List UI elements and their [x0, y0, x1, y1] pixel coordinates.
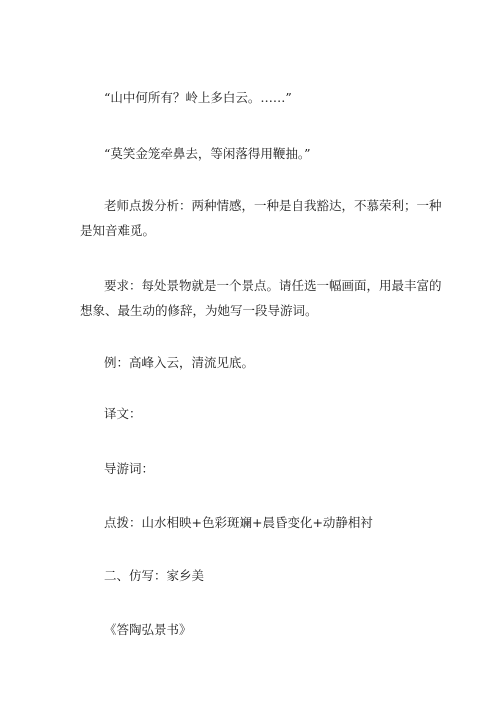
quote-line-1: “山中何所有？岭上多白云。……” [104, 90, 292, 105]
translation-label: 译文： [104, 406, 142, 421]
teacher-analysis-line-2: 是知音难觅。 [80, 223, 156, 238]
section-heading: 二、仿写：家乡美 [104, 568, 205, 583]
book-title: 《答陶弘景书》 [104, 622, 192, 637]
hint-line: 点拨：山水相映+色彩斑斓+晨昏变化+动静相衬 [104, 515, 373, 530]
tour-guide-label: 导游词： [104, 461, 155, 476]
example-line: 例：高峰入云，清流见底。 [104, 355, 255, 370]
quote-line-2: “莫笑金笼牵鼻去，等闲落得用鞭抽。” [104, 146, 311, 161]
teacher-analysis-line-1: 老师点拨分析：两种情感，一种是自我豁达，不慕荣利；一种 [104, 198, 442, 213]
requirement-line-1: 要求：每处景物就是一个景点。请任选一幅画面，用最丰富的 [104, 278, 442, 293]
requirement-line-2: 想象、最生动的修辞，为她写一段导游词。 [80, 303, 318, 318]
